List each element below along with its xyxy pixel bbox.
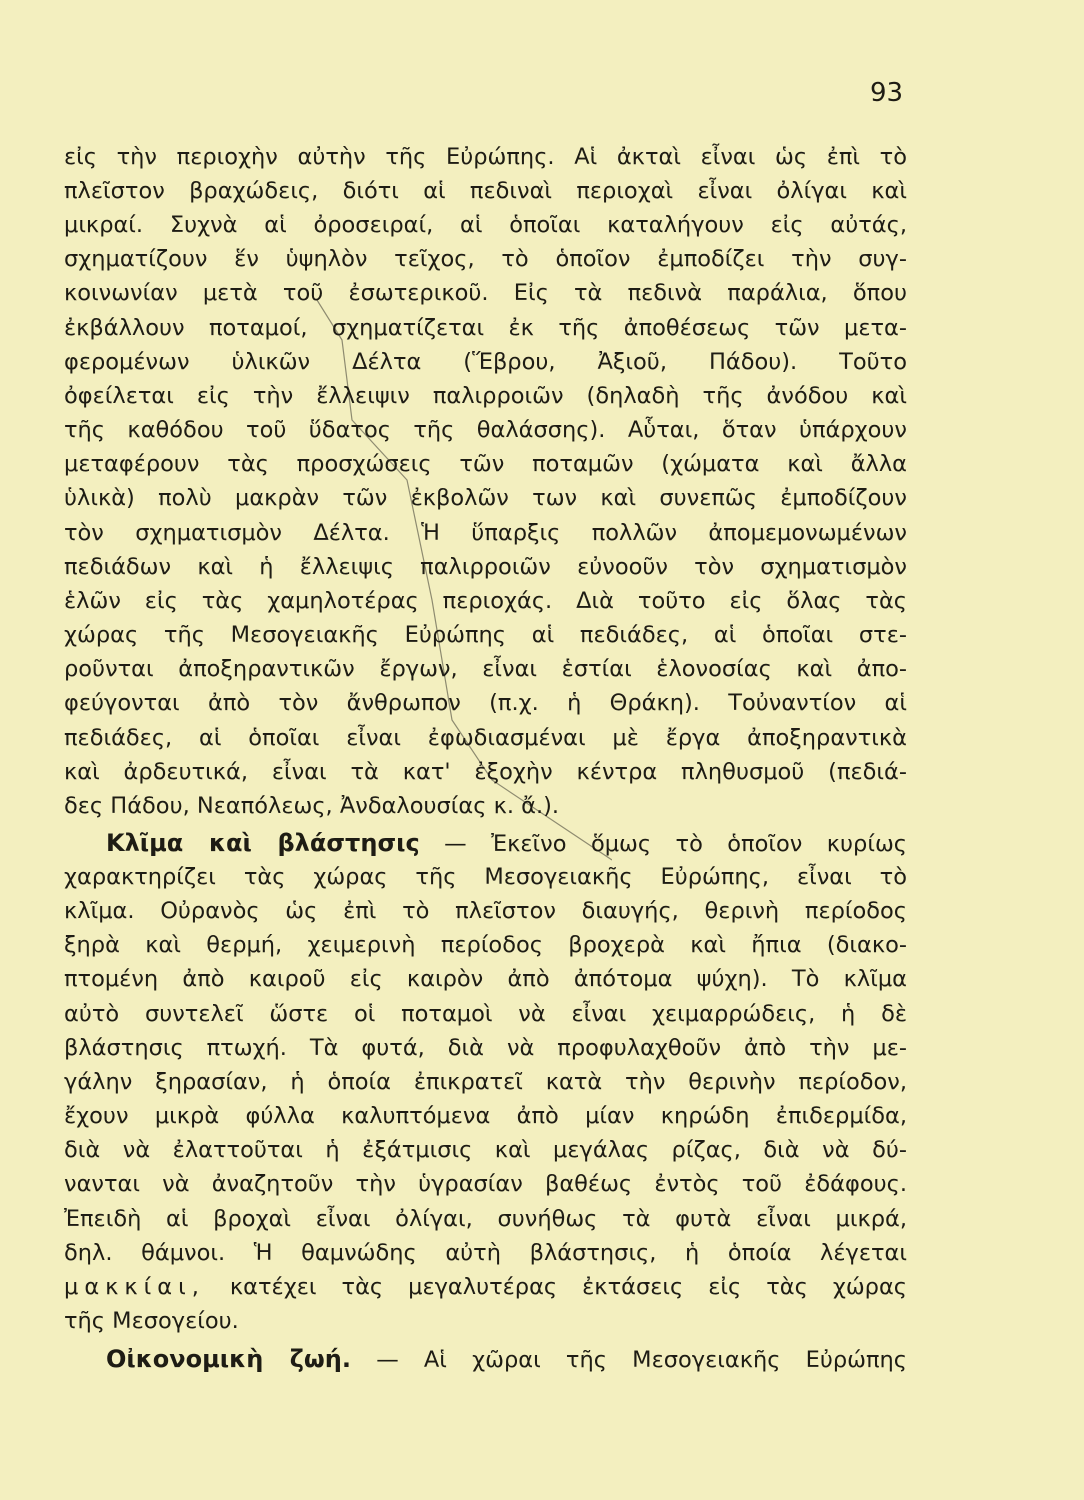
text-line: πεδιάδων καὶ ἡ ἔλλειψις παλιρροιῶν εὐνοοῦν τὸν σχηματισμὸν [64, 554, 907, 580]
text-line: κοινωνίαν μετὰ τοῦ ἐσωτερικοῦ. Εἰς τὰ πεδινὰ παράλια, ὅπου [64, 280, 907, 306]
page-number: 93 [870, 78, 904, 108]
text-line: αὐτὸ συντελεῖ ὥστε οἱ ποταμοὶ νὰ εἶναι χειμαρρώδεις, ἡ δὲ [64, 1001, 907, 1027]
text-line: δες Πάδου, Νεαπόλεως, Ἀνδαλουσίας κ. ἄ.). [64, 793, 560, 819]
text-line [64, 1272, 907, 1302]
section-heading-economy: Οἰκονομικὴ ζωή. [106, 1345, 351, 1373]
text-line: σχηματίζουν ἕν ὑψηλὸν τεῖχος, τὸ ὁποῖον ἐμποδίζει τὴν συγ- [64, 246, 907, 272]
text-line: πεδιάδες, αἱ ὁποῖαι εἶναι ἐφωδιασμέναι μὲ ἔργα ἀποξηραντικὰ [64, 725, 907, 751]
text-line: ὀφείλεται εἰς τὴν ἔλλειψιν παλιρροιῶν (δηλαδὴ τῆς ἀνόδου καὶ [64, 383, 907, 409]
heading-line-rest: — Αἱ χῶραι τῆς Μεσογειακῆς Εὐρώπης [376, 1347, 907, 1373]
text-line: φερομένων ὑλικῶν Δέλτα (Ἕβρου, Ἀξιοῦ, Πάδου). Τοῦτο [64, 349, 907, 375]
text-line: μικραί. Συχνὰ αἱ ὀροσειραί, αἱ ὁποῖαι καταλήγουν εἰς αὐτάς, [64, 212, 907, 238]
text-line: νανται νὰ ἀναζητοῦν τὴν ὑγρασίαν βαθέως ἐντὸς τοῦ ἐδάφους. [64, 1171, 907, 1197]
text-line: διὰ νὰ ἐλαττοῦται ἡ ἐξάτμισις καὶ μεγάλας ρίζας, διὰ νὰ δύ- [64, 1137, 907, 1163]
heading-line-rest: — Ἐκεῖνο ὅμως τὸ ὁποῖον κυρίως [444, 831, 907, 857]
text-line: γάλην ξηρασίαν, ἡ ὁποία ἐπικρατεῖ κατὰ τὴν θερινὴν περίοδον, [64, 1069, 907, 1095]
text-line: χώρας τῆς Μεσογειακῆς Εὐρώπης αἱ πεδιάδες, αἱ ὁποῖαι στε- [64, 622, 907, 648]
section-heading-line [106, 1344, 907, 1375]
line-rest: κατέχει τὰς μεγαλυτέρας ἐκτάσεις εἰς τὰς χώρας [229, 1274, 907, 1300]
spaced-term-makkia: μακκίαι, [64, 1274, 205, 1300]
text-line: τὸν σχηματισμὸν Δέλτα. Ἡ ὕπαρξις πολλῶν ἀπομεμονωμένων [64, 520, 907, 546]
text-line: τῆς καθόδου τοῦ ὕδατος τῆς θαλάσσης). Αὗται, ὅταν ὑπάρχουν [64, 417, 907, 443]
text-line: βλάστησις πτωχή. Τὰ φυτά, διὰ νὰ προφυλαχθοῦν ἀπὸ τὴν με- [64, 1035, 907, 1061]
text-line: εἰς τὴν περιοχὴν αὐτὴν τῆς Εὐρώπης. Αἱ ἀκταὶ εἶναι ὡς ἐπὶ τὸ [64, 144, 907, 170]
text-line: πλεῖστον βραχώδεις, διότι αἱ πεδιναὶ περιοχαὶ εἶναι ὀλίγαι καὶ [64, 178, 907, 204]
text-line: ὑλικὰ) πολὺ μακρὰν τῶν ἐκβολῶν των καὶ συνεπῶς ἐμποδίζουν [64, 485, 907, 511]
text-line: ἐκβάλλουν ποταμοί, σχηματίζεται ἐκ τῆς ἀποθέσεως τῶν μετα- [64, 315, 907, 341]
text-line: καὶ ἀρδευτικά, εἶναι τὰ κατ' ἐξοχὴν κέντρα πληθυσμοῦ (πεδιά- [64, 759, 907, 785]
text-line: χαρακτηρίζει τὰς χώρας τῆς Μεσογειακῆς Εὐρώπης, εἶναι τὸ [64, 864, 907, 890]
section-heading-climate: Κλῖμα καὶ βλάστησις [106, 829, 420, 857]
text-line: πτομένη ἀπὸ καιροῦ εἰς καιρὸν ἀπὸ ἀπότομα ψύχη). Τὸ κλῖμα [64, 966, 907, 992]
section-heading-line [106, 828, 907, 859]
text-line: ἑλῶν εἰς τὰς χαμηλοτέρας περιοχάς. Διὰ τοῦτο εἰς ὅλας τὰς [64, 588, 907, 614]
text-line: Ἐπειδὴ αἱ βροχαὶ εἶναι ὀλίγαι, συνήθως τὰ φυτὰ εἶναι μικρά, [64, 1206, 907, 1232]
text-line: φεύγονται ἀπὸ τὸν ἄνθρωπον (π.χ. ἡ Θράκη). Τοὐναντίον αἱ [64, 690, 907, 716]
text-line: ξηρὰ καὶ θερμή, χειμερινὴ περίοδος βροχερὰ καὶ ἤπια (διακο- [64, 932, 907, 958]
text-line: δηλ. θάμνοι. Ἡ θαμνώδης αὐτὴ βλάστησις, ἡ ὁποία λέγεται [64, 1240, 907, 1266]
text-line: ἔχουν μικρὰ φύλλα καλυπτόμενα ἀπὸ μίαν κηρώδη ἐπιδερμίδα, [64, 1103, 907, 1129]
text-line: μεταφέρουν τὰς προσχώσεις τῶν ποταμῶν (χώματα καὶ ἄλλα [64, 451, 907, 477]
text-line: κλῖμα. Οὐρανὸς ὡς ἐπὶ τὸ πλεῖστον διαυγής, θερινὴ περίοδος [64, 898, 907, 924]
text-line: τῆς Μεσογείου. [64, 1308, 239, 1334]
text-line: ροῦνται ἀποξηραντικῶν ἔργων, εἶναι ἑστίαι ἑλονοσίας καὶ ἀπο- [64, 656, 907, 682]
